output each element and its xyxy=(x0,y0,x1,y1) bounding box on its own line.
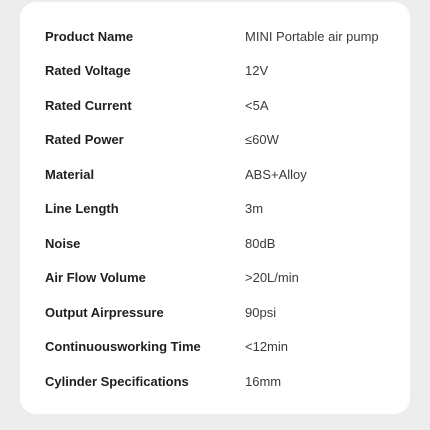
spec-value: 12V xyxy=(245,63,269,79)
spec-row-material xyxy=(20,157,410,192)
spec-label: Rated Power xyxy=(45,132,124,148)
spec-row-rated-current xyxy=(20,88,410,123)
spec-value: 80dB xyxy=(245,235,276,251)
spec-row-rated-voltage xyxy=(20,54,410,89)
spec-value: <5A xyxy=(245,97,269,113)
spec-label: Cylinder Specifications xyxy=(45,373,189,389)
spec-label: Continuousworking Time xyxy=(45,339,201,355)
spec-table xyxy=(20,19,410,399)
spec-label: Output Airpressure xyxy=(45,304,164,320)
spec-value: ABS+Alloy xyxy=(245,166,307,182)
spec-value: 3m xyxy=(245,201,264,217)
spec-label: Material xyxy=(45,166,95,182)
spec-row-continuous-working-time xyxy=(20,330,410,365)
spec-value: 16mm xyxy=(245,373,282,389)
spec-label: Rated Current xyxy=(45,97,132,113)
spec-label: Noise xyxy=(45,235,81,251)
spec-label: Line Length xyxy=(45,201,119,217)
spec-row-noise xyxy=(20,226,410,261)
spec-row-cylinder-specifications xyxy=(20,364,410,399)
spec-label: Rated Voltage xyxy=(45,63,131,79)
spec-value: ≤60W xyxy=(245,132,279,148)
spec-row-output-airpressure xyxy=(20,295,410,330)
spec-label: Air Flow Volume xyxy=(45,270,146,286)
spec-label: Product Name xyxy=(45,28,134,44)
spec-row-air-flow-volume xyxy=(20,261,410,296)
spec-value: MINI Portable air pump xyxy=(245,28,379,44)
spec-value: <12min xyxy=(245,339,288,355)
spec-row-line-length xyxy=(20,192,410,227)
spec-row-product-name xyxy=(20,19,410,54)
spec-row-rated-power xyxy=(20,123,410,158)
spec-card xyxy=(20,2,410,414)
spec-value: 90psi xyxy=(245,304,277,320)
spec-value: >20L/min xyxy=(245,270,299,286)
